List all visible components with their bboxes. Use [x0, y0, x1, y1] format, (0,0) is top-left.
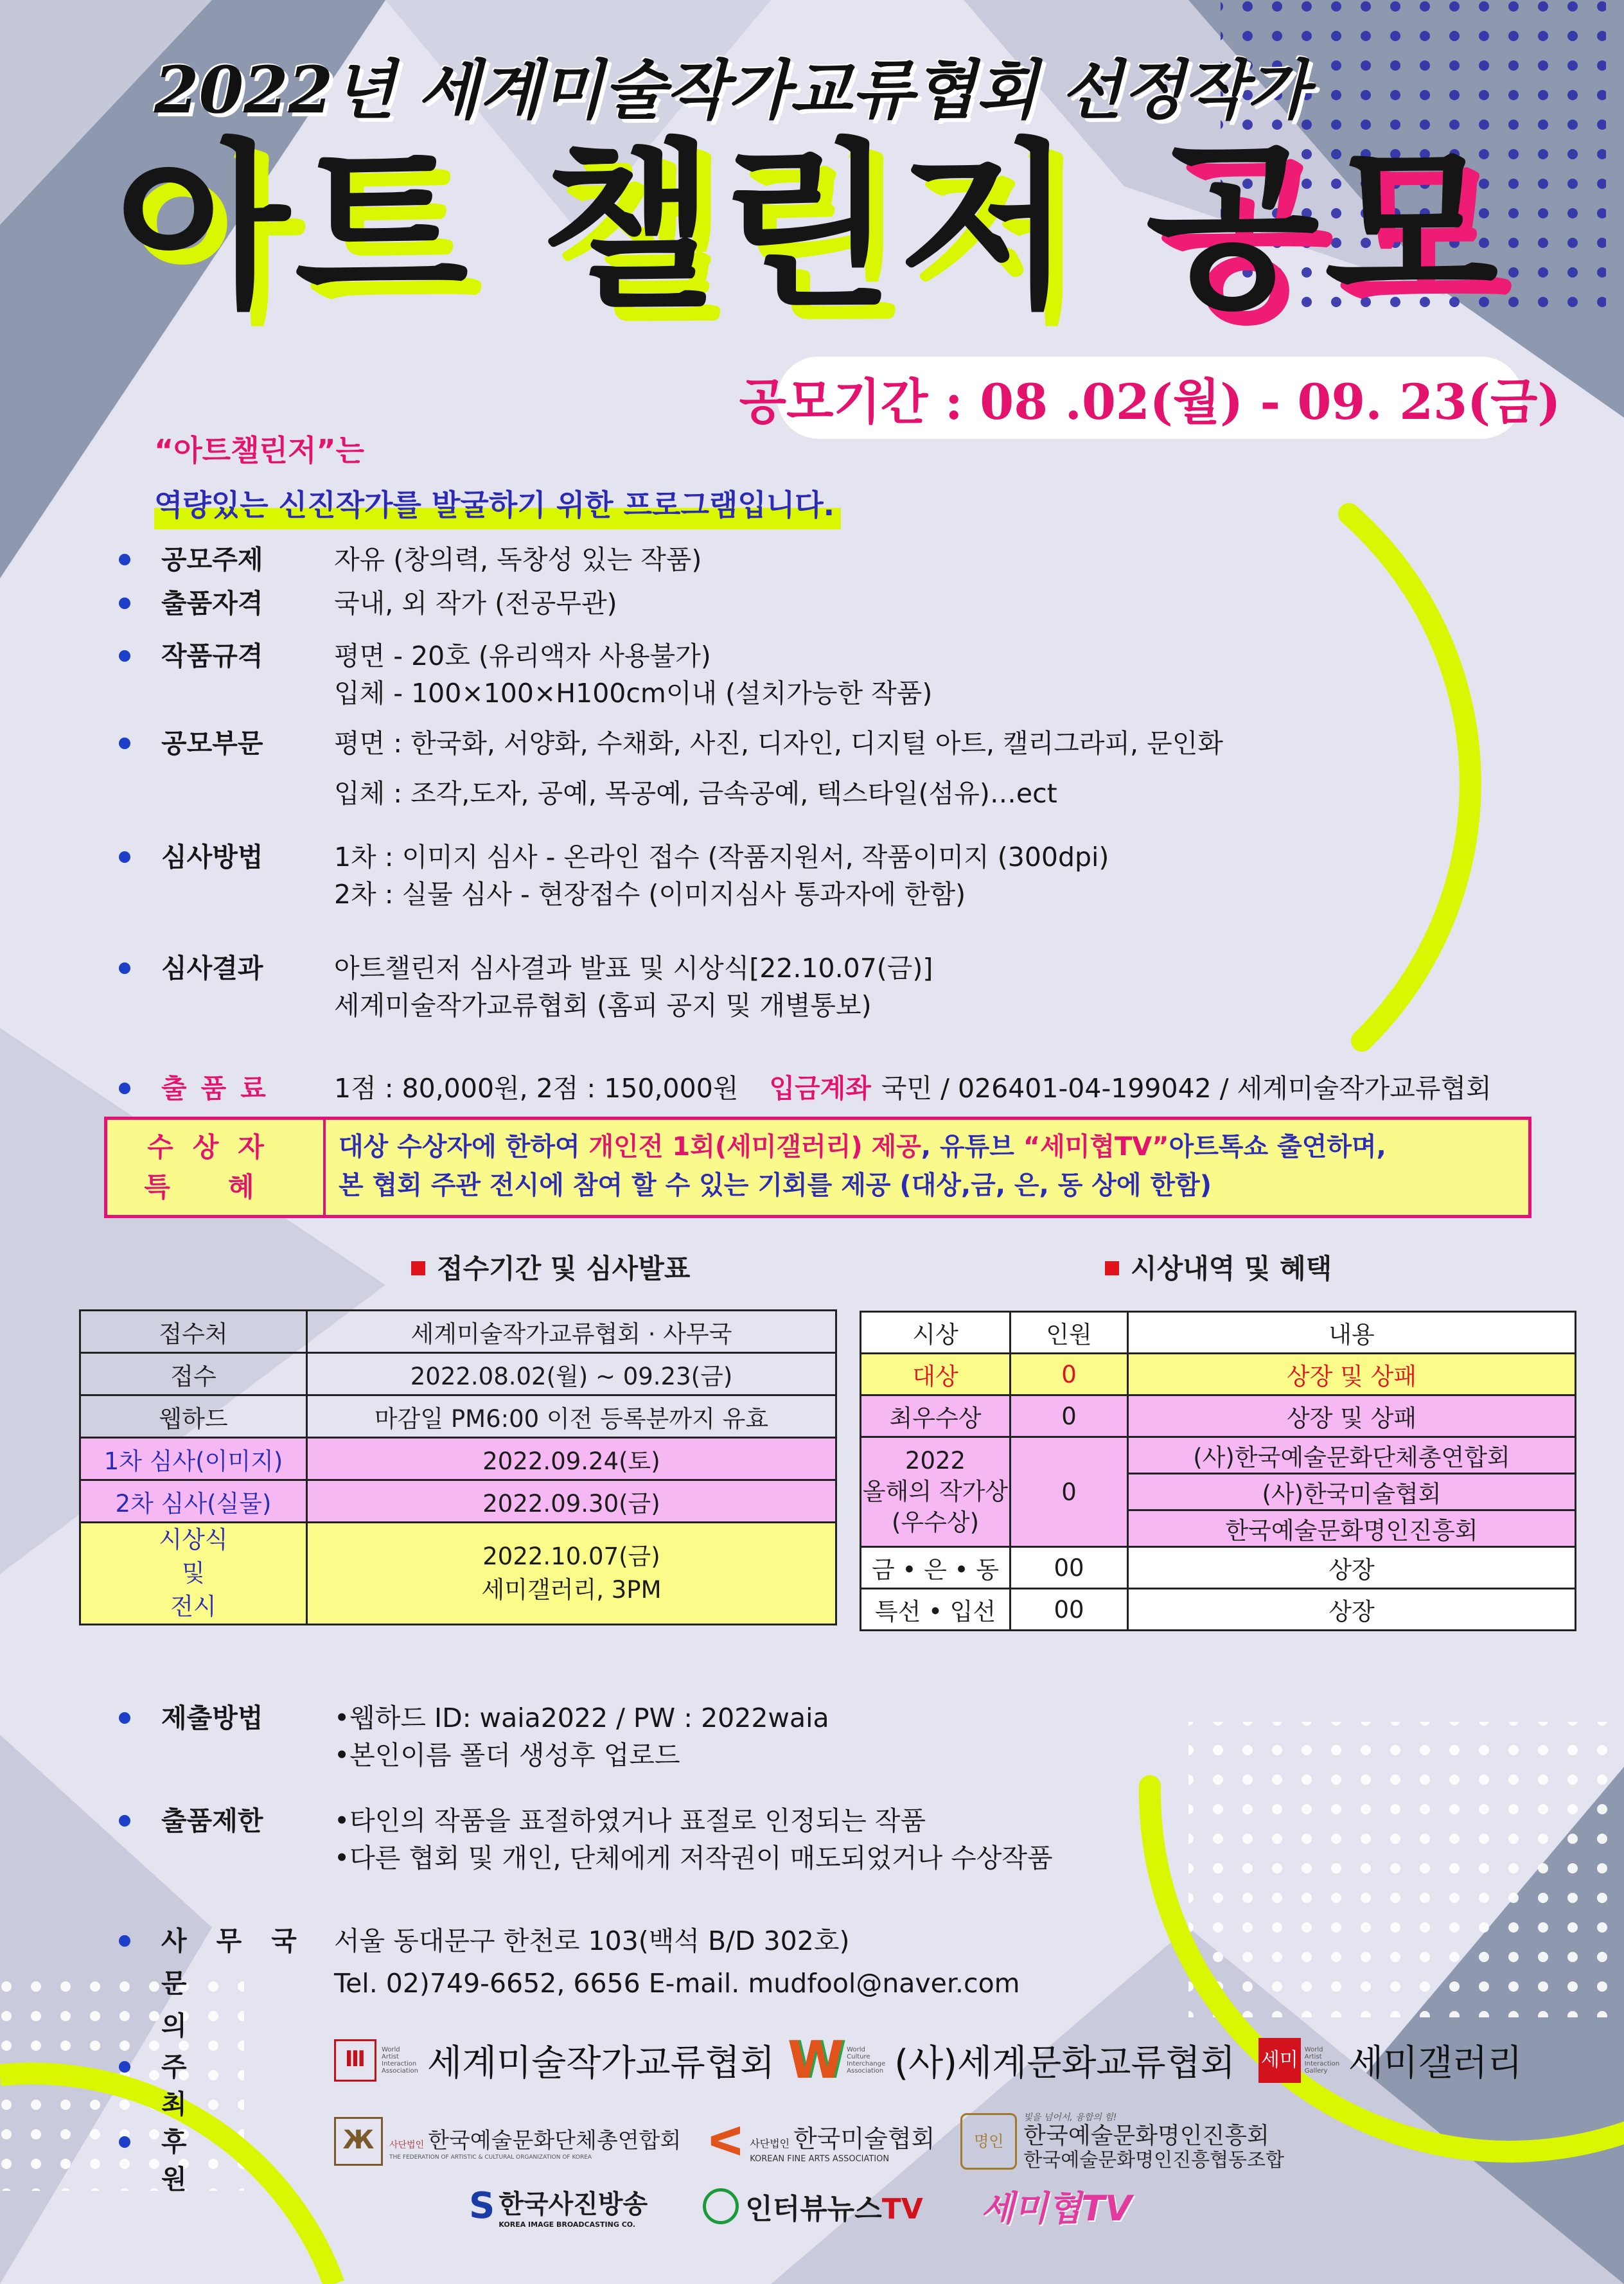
table-row — [861, 1354, 1576, 1395]
info-value: •본인이름 폴더 생성후 업로드 — [334, 1740, 680, 1771]
table-cell: 최우수상 — [861, 1395, 1011, 1437]
ceremony-label: 및 — [182, 1559, 205, 1587]
bullet-icon — [119, 554, 130, 565]
semi-tv-logo: 세미협TV — [980, 2188, 1132, 2229]
table-cell: 웹하드 — [80, 1395, 307, 1438]
table-cell: 2차 심사(실물) — [80, 1480, 307, 1523]
info-label: 출품자격 — [161, 588, 263, 619]
office-label-2: 문의 — [161, 1968, 264, 2041]
award-text-part: , 유튜브 — [921, 1132, 1023, 1162]
org2-en: World Culture Interchange Association — [847, 2046, 886, 2075]
award-text — [339, 1128, 1527, 1205]
table-cell: (사)한국미술협회 — [1128, 1474, 1576, 1510]
main-title-part-a: 아트 챌린저 — [116, 123, 1146, 333]
table-cell — [861, 1437, 1011, 1547]
table-cell: 특선 • 입선 — [861, 1589, 1011, 1631]
table-cell: 상장 — [1128, 1589, 1576, 1631]
table-row — [861, 1395, 1576, 1437]
ceremony-label: 전시 — [170, 1593, 216, 1620]
host-org-1: 세계미술작가교류협회 — [427, 2042, 775, 2084]
table-header-cell: 내용 — [1128, 1312, 1576, 1354]
info-value: 평면 - 20호 (유리액자 사용불가) — [334, 641, 711, 671]
info-label: 출품료 — [161, 1073, 280, 1104]
schedule-title-text: 접수기간 및 심사발표 — [437, 1253, 691, 1284]
bullet-icon — [119, 962, 130, 974]
bullet-icon — [119, 738, 130, 749]
office-contact: Tel. 02)749-6652, 6656 E-mail. mudfool@naver.com — [334, 1968, 1020, 1999]
table-cell: 상장 — [1128, 1547, 1576, 1589]
sponsor-2: 사단법인 한국미술협회 KOREAN FINE ARTS ASSOCIATION — [750, 2125, 935, 2164]
org3-en: World Artist Interaction Gallery — [1304, 2046, 1340, 2075]
account-label: 입금계좌 — [769, 1073, 871, 1104]
table-cell: 0 — [1011, 1437, 1128, 1547]
table-row — [861, 1437, 1576, 1474]
award-highlight: 개인전 1회(세미갤러리) 제공 — [588, 1132, 921, 1162]
sponsor-1: 사단법인 한국예술문화단체총연합회 THE FEDERATION OF ARTISTIC & CULTURAL ORGANIZATION OF KOREA — [389, 2127, 682, 2161]
table-row — [861, 1312, 1576, 1354]
sponsor-label: 후원 — [161, 2127, 264, 2195]
info-label: 공모부문 — [161, 728, 263, 759]
sponsor-logos-row-2 — [469, 2181, 1132, 2231]
table-header-cell: 시상 — [861, 1312, 1011, 1354]
info-value: 국내, 외 작가 (전공무관) — [334, 588, 617, 619]
schedule-table — [79, 1309, 837, 1625]
waia-logo-icon: Ⅲ — [334, 2039, 376, 2082]
table-cell: 00 — [1011, 1547, 1128, 1589]
bullet-icon — [119, 2136, 130, 2148]
table-cell: 한국예술문화명인진흥회 — [1128, 1510, 1576, 1547]
table-cell: 0 — [1011, 1354, 1128, 1395]
info-value: •타인의 작품을 표절하였거나 표절로 인정되는 작품 — [334, 1805, 926, 1836]
ceremony-label: 시상식 — [159, 1526, 228, 1554]
prizes-section-title — [1105, 1248, 1332, 1286]
table-cell: 상장 및 상패 — [1128, 1395, 1576, 1437]
office-label — [161, 1920, 341, 2047]
award-label-top: 수상자 — [147, 1131, 283, 1163]
info-value: 1차 : 이미지 심사 - 온라인 접수 (작품지원서, 작품이미지 (300dpi) — [334, 842, 1109, 872]
award-text-part: 대상 수상자에 한하여 — [339, 1132, 589, 1162]
host-logos — [334, 2030, 1522, 2090]
fee-amount: 1점 : 80,000원, 2점 : 150,000원 — [334, 1073, 739, 1104]
ceremony-place: 세미갤러리, 3PM — [481, 1576, 662, 1604]
prizes-title-text: 시상내역 및 혜택 — [1131, 1253, 1332, 1284]
table-cell: 2022.08.02(월) ~ 09.23(금) — [307, 1353, 836, 1395]
artist-award-label: 올해의 작가상 — [862, 1478, 1009, 1505]
table-cell: 마감일 PM6:00 이전 등록분까지 유효 — [307, 1395, 836, 1438]
intro-line-2: 역량있는 신진작가를 발굴하기 위한 프로그램입니다. — [154, 482, 841, 529]
table-cell — [307, 1523, 836, 1625]
sponsor-5: 인터뷰뉴스TV — [745, 2192, 923, 2226]
table-cell: 접수 — [80, 1353, 307, 1395]
info-label: 심사결과 — [161, 953, 263, 984]
schedule-section-title — [411, 1248, 690, 1286]
artist-award-label: 2022 — [905, 1447, 966, 1474]
table-cell: 금 • 은 • 동 — [861, 1547, 1011, 1589]
table-cell: 1차 심사(이미지) — [80, 1438, 307, 1480]
bullet-icon — [119, 598, 130, 609]
table-row — [80, 1523, 836, 1625]
bullet-icon — [119, 851, 130, 863]
main-title-part-b: 공모 — [1145, 123, 1504, 333]
table-cell: 접수처 — [80, 1311, 307, 1353]
master-logo-icon: 명인 — [960, 2113, 1017, 2170]
table-row — [80, 1353, 836, 1395]
info-label: 출품제한 — [161, 1805, 263, 1836]
table-row — [80, 1311, 836, 1353]
table-row — [861, 1589, 1576, 1631]
award-label-bottom: 특혜 — [144, 1171, 312, 1203]
host-label: 주최 — [161, 2051, 264, 2120]
table-row — [861, 1547, 1576, 1589]
office-address: 서울 동대문구 한천로 103(백석 B/D 302호) — [334, 1925, 850, 1956]
table-header-cell: 인원 — [1011, 1312, 1128, 1354]
info-value: 세계미술작가교류협회 (홈피 공지 및 개별통보) — [334, 990, 872, 1021]
info-label: 제출방법 — [161, 1703, 263, 1733]
bullet-icon — [119, 1935, 130, 1947]
photo-broadcast-logo-icon: S — [469, 2185, 495, 2227]
wcia-logo-icon: W — [787, 2030, 845, 2090]
host-org-2: (사)세계문화교류협회 — [894, 2042, 1235, 2084]
table-cell: 0 — [1011, 1395, 1128, 1437]
bullet-icon — [119, 1083, 130, 1094]
award-text-part: 아트톡쇼 출연하며, — [1169, 1132, 1386, 1162]
table-cell: 상장 및 상패 — [1128, 1354, 1576, 1395]
sponsor-logos-row-1 — [334, 2111, 1284, 2172]
sub-title: 2022년 세계미술작가교류협회 선정작가 — [154, 52, 1309, 128]
square-bullet-icon — [411, 1261, 425, 1275]
info-value: 평면 : 한국화, 서양화, 수채화, 사진, 디자인, 디지털 아트, 캘리그라피, 문인화 — [334, 728, 1223, 759]
award-text-line-2: 본 협회 주관 전시에 참여 할 수 있는 기회를 제공 (대상,금, 은, 동 상에 한함) — [339, 1171, 1212, 1200]
table-row — [80, 1438, 836, 1480]
award-benefit-box — [104, 1117, 1531, 1218]
award-highlight: “세미협TV” — [1023, 1132, 1169, 1162]
artist-award-label: (우수상) — [891, 1509, 980, 1536]
bullet-icon — [119, 650, 130, 662]
contest-period: 공모기간 : 08 .02(월) - 09. 23(금) — [777, 357, 1522, 439]
info-label: 공모주제 — [161, 544, 263, 575]
table-cell: 세계미술작가교류협회 · 사무국 — [307, 1311, 836, 1353]
sponsor-3: 빛을 넘어서, 융합의 힘! 한국예술문화명인진흥회 한국예술문화명인진흥협동조합 — [1023, 2112, 1285, 2172]
table-row — [80, 1480, 836, 1523]
info-value: 2차 : 실물 심사 - 현장접수 (이미지심사 통과자에 한함) — [334, 879, 966, 910]
info-value: 자유 (창의력, 독창성 있는 작품) — [334, 544, 702, 575]
table-cell: 대상 — [861, 1354, 1011, 1395]
info-label: 심사방법 — [161, 842, 263, 872]
info-value: 입체 : 조각,도자, 공예, 목공예, 금속공예, 텍스타일(섬유)…ect — [334, 778, 1057, 809]
table-cell: (사)한국예술문화단체총연합회 — [1128, 1437, 1576, 1474]
main-title — [116, 123, 1504, 333]
bullet-icon — [119, 1815, 130, 1827]
square-bullet-icon — [1105, 1261, 1119, 1275]
ceremony-date: 2022.10.07(금) — [482, 1543, 660, 1570]
info-value: •다른 협회 및 개인, 단체에게 저작권이 매도되었거나 수상작품 — [334, 1843, 1053, 1873]
globe-icon — [703, 2188, 739, 2224]
table-row — [80, 1395, 836, 1438]
semi-gallery-logo-icon: 세미 — [1258, 2038, 1301, 2083]
org1-en: World Artist Interaction Association — [382, 2046, 418, 2075]
account-number: 국민 / 026401-04-199042 / 세계미술작가교류협회 — [881, 1073, 1492, 1104]
table-cell: 2022.09.24(토) — [307, 1438, 836, 1480]
sponsor-4: 한국사진방송 KOREA IMAGE BROADCASTING CO. — [499, 2189, 648, 2229]
intro-line-1: “아트챌린저”는 — [154, 433, 365, 468]
award-label — [107, 1120, 326, 1215]
info-value: 입체 - 100×100×H100cm이내 (설치가능한 작품) — [334, 678, 933, 709]
host-org-3: 세미갤러리 — [1348, 2042, 1522, 2084]
bullet-icon — [119, 2061, 130, 2073]
table-cell: 2022.09.30(금) — [307, 1480, 836, 1523]
fine-arts-logo-icon: ᐸ — [708, 2118, 744, 2165]
info-value: 아트챌린저 심사결과 발표 및 시상식[22.10.07(금)] — [334, 953, 933, 984]
prizes-table — [860, 1311, 1576, 1631]
table-cell — [80, 1523, 307, 1625]
arts-federation-logo-icon: Ж — [334, 2117, 383, 2166]
office-label-1: 사무국 — [161, 1925, 326, 1956]
table-cell: 00 — [1011, 1589, 1128, 1631]
bullet-icon — [119, 1712, 130, 1724]
info-label: 작품규격 — [161, 641, 263, 671]
info-value: •웹하드 ID: waia2022 / PW : 2022waia — [334, 1703, 829, 1733]
